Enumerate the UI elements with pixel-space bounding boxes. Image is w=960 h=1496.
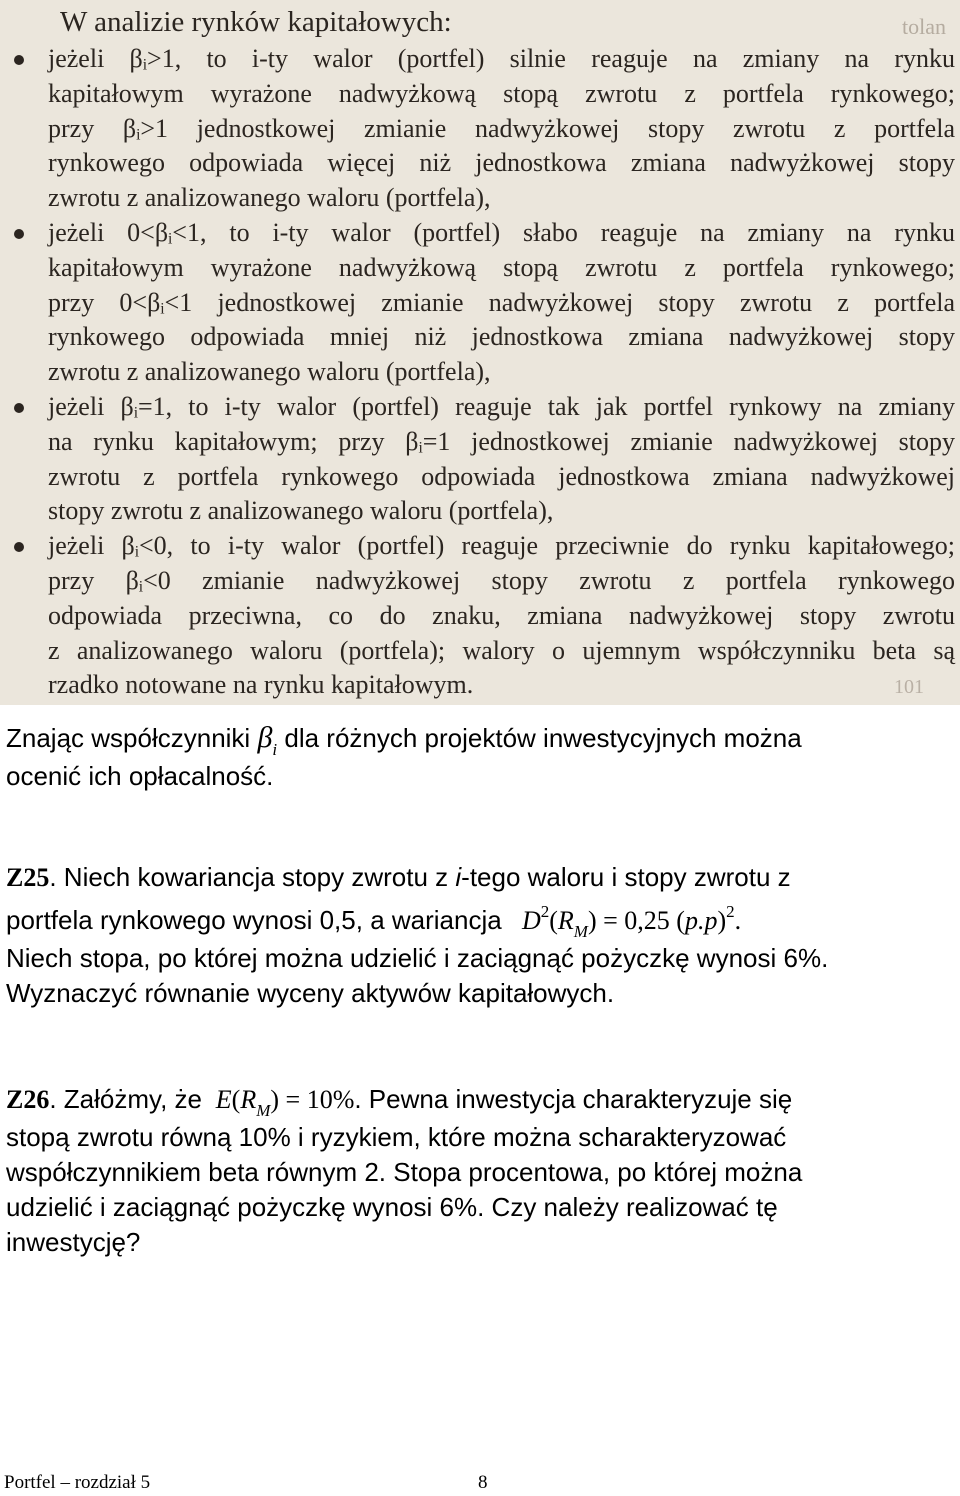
task-text: . Załóżmy, że bbox=[49, 1084, 203, 1114]
bullet-line: zwrotu z analizowanego waloru (portfela), bbox=[48, 183, 491, 213]
bullet-item bbox=[10, 529, 955, 703]
scanned-book-excerpt bbox=[0, 0, 960, 705]
task-text: stopą zwrotu równą 10% i ryzykiem, które można scharakteryzować bbox=[6, 1122, 787, 1152]
scan-title: W analizie rynków kapitałowych: bbox=[60, 6, 452, 38]
bullet-line: kapitałowym wyrażone nadwyżkową stopą zwrotu z portfela rynkowego; bbox=[48, 252, 955, 282]
bullet-line: kapitałowym wyrażone nadwyżkową stopą zwrotu z portfela rynkowego; bbox=[48, 78, 955, 108]
bullet-line: stopy zwrotu z analizowanego waloru (portfela), bbox=[48, 496, 554, 526]
bullet-line: rynkowego odpowiada więcej niż jednostkowa zmiana nadwyżkowej stopy bbox=[48, 148, 955, 178]
scan-page-mark: 101 bbox=[894, 676, 924, 698]
task-text: . Pewna inwestycja charakteryzuje się bbox=[354, 1084, 793, 1114]
beta-symbol: β bbox=[257, 721, 273, 754]
task-text: Wyznaczyć równanie wyceny aktywów kapitałowych. bbox=[6, 978, 615, 1008]
intro-text: Znając współczynniki bbox=[6, 723, 251, 753]
variance-formula: $D^2(R_M) = 0,25$ $(p.p)^2$. bbox=[521, 902, 742, 941]
bullet-line: przy βᵢ>1 jednostkowej zmianie nadwyżkowej stopy zwrotu z portfela bbox=[48, 113, 955, 143]
task-text: i bbox=[455, 862, 462, 892]
bullet-dot-icon bbox=[14, 403, 24, 413]
bullet-line: rzadko notowane na rynku kapitałowym. bbox=[48, 670, 474, 700]
task-text: portfela rynkowego wynosi 0,5, a wariancja bbox=[6, 905, 502, 935]
beta-subscript: i bbox=[272, 740, 278, 759]
bullet-line: odpowiada przeciwna, co do znaku, zmiana nadwyżkowej stopy zwrotu bbox=[48, 600, 955, 630]
bullet-dot-icon bbox=[14, 55, 24, 65]
intro-text: ocenić ich opłacalność. bbox=[6, 761, 274, 791]
task-text: . Niech kowariancja stopy zwrotu z bbox=[49, 862, 456, 892]
bullet-line: jeżeli 0<βᵢ<1, to i-ty walor (portfel) słabo reaguje na zmiany na rynku bbox=[48, 217, 955, 247]
intro-text: dla różnych projektów inwestycyjnych można bbox=[284, 723, 802, 753]
bullet-line: zwrotu z portfela rynkowego odpowiada jednostkowa zmiana nadwyżkowej bbox=[48, 461, 955, 491]
task-text: inwestycję? bbox=[6, 1227, 141, 1257]
bullet-line: zwrotu z analizowanego waloru (portfela), bbox=[48, 357, 491, 387]
intro-paragraph bbox=[6, 720, 946, 794]
bullet-item bbox=[10, 390, 955, 529]
bullet-dot-icon bbox=[14, 542, 24, 552]
bullet-line: jeżeli βᵢ<0, to i-ty walor (portfel) reaguje przeciwnie do rynku kapitałowego; bbox=[48, 531, 955, 561]
task-text: udzielić i zaciągnąć pożyczkę wynosi 6%. Czy należy realizować tę bbox=[6, 1192, 778, 1222]
task-text: współczynnikiem beta równym 2. Stopa procentowa, po której można bbox=[6, 1157, 803, 1187]
bullet-line: jeżeli βᵢ=1, to i-ty walor (portfel) reaguje tak jak portfel rynkowy na zmiany bbox=[48, 391, 955, 421]
task-label: Z26 bbox=[6, 1085, 50, 1114]
expected-return-formula: $E(R_M) = 10\%$ bbox=[215, 1085, 355, 1120]
task-text: -tego waloru i stopy zwrotu z bbox=[461, 862, 791, 892]
bullet-line: rynkowego odpowiada mniej niż jednostkowa zmiana nadwyżkowej stopy bbox=[48, 322, 955, 352]
task-z25 bbox=[6, 860, 946, 1011]
footer-title: Portfel – rozdział 5 bbox=[4, 1472, 151, 1493]
scan-bullet-list bbox=[10, 42, 955, 703]
footer-page-number: 8 bbox=[478, 1472, 488, 1493]
bullet-line: na rynku kapitałowym; przy βᵢ=1 jednostkowej zmianie nadwyżkowej stopy bbox=[48, 426, 955, 456]
bullet-line: jeżeli βᵢ>1, to i-ty walor (portfel) silnie reaguje na zmiany na rynku bbox=[48, 44, 955, 73]
bullet-dot-icon bbox=[14, 229, 24, 239]
task-text: Niech stopa, po której można udzielić i zaciągnąć pożyczkę wynosi 6%. bbox=[6, 943, 829, 973]
task-label: Z25 bbox=[6, 863, 50, 892]
bullet-item bbox=[10, 42, 955, 216]
bullet-line: przy βᵢ<0 zmianie nadwyżkowej stopy zwrotu z portfela rynkowego bbox=[48, 565, 955, 595]
bullet-line: z analizowanego waloru (portfela); walory o ujemnym współczynniku beta są bbox=[48, 635, 955, 665]
task-z26 bbox=[6, 1082, 946, 1260]
bullet-line: przy 0<βᵢ<1 jednostkowej zmianie nadwyżkowej stopy zwrotu z portfela bbox=[48, 287, 955, 317]
scan-corner-mark: tolan bbox=[902, 14, 946, 39]
bullet-item bbox=[10, 216, 955, 390]
